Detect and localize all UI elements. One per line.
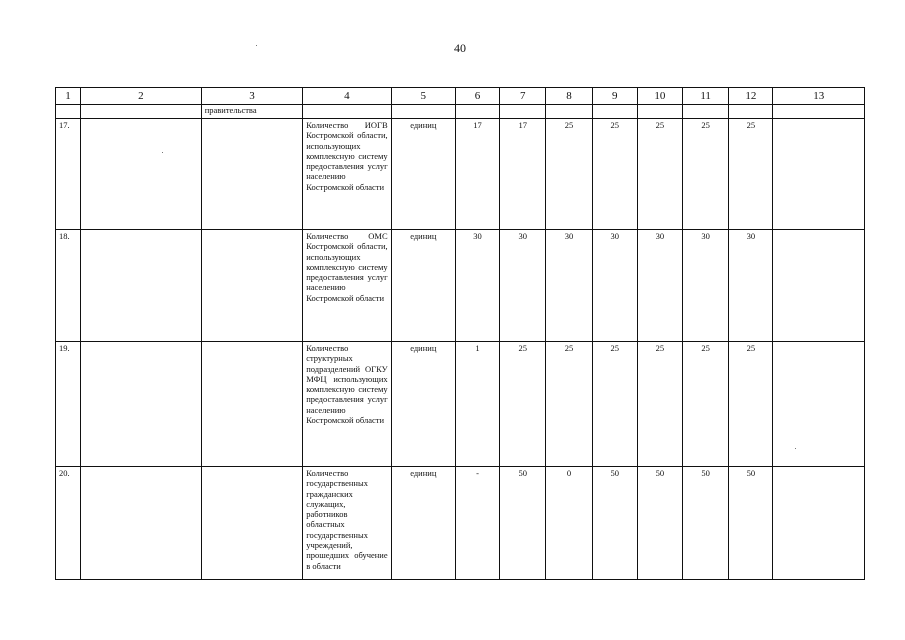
empty-cell	[637, 105, 682, 119]
column-header: 6	[455, 88, 499, 105]
value-cell: 25	[546, 342, 592, 467]
page-number: 40	[454, 41, 466, 55]
value-cell: 25	[683, 119, 729, 230]
indicator-name: Количество государственных гражданских служащих, работников областных государственных учреждений, прошедших обучение в области	[303, 467, 391, 580]
value-cell: 25	[683, 342, 729, 467]
value-cell: 25	[729, 342, 773, 467]
value-cell: 30	[729, 230, 773, 342]
empty-cell	[592, 105, 637, 119]
value-cell: 25	[546, 119, 592, 230]
value-cell: 25	[637, 342, 682, 467]
unit-cell: единиц	[391, 467, 455, 580]
column-header: 13	[773, 88, 865, 105]
value-cell: 30	[683, 230, 729, 342]
value-cell: 30	[637, 230, 682, 342]
unit-cell: единиц	[391, 119, 455, 230]
empty-cell	[56, 105, 81, 119]
value-cell: 0	[546, 467, 592, 580]
value-cell: 30	[592, 230, 637, 342]
value-cell: 30	[546, 230, 592, 342]
empty-cell	[773, 119, 865, 230]
indicator-name: Количество структурных подразделений ОГКУ МФЦ использующих комплексную систему предоставления услуг населению Костромской области	[303, 342, 391, 467]
value-cell: -	[455, 467, 499, 580]
row-number: 18.	[56, 230, 81, 342]
column-header: 7	[500, 88, 546, 105]
empty-cell	[201, 342, 303, 467]
value-cell: 50	[500, 467, 546, 580]
column-header: 3	[201, 88, 303, 105]
column-header: 2	[81, 88, 202, 105]
empty-cell	[683, 105, 729, 119]
value-cell: 17	[455, 119, 499, 230]
empty-cell	[81, 230, 202, 342]
empty-cell	[391, 105, 455, 119]
value-cell: 1	[455, 342, 499, 467]
table-row	[56, 342, 865, 467]
empty-cell	[500, 105, 546, 119]
value-cell: 17	[500, 119, 546, 230]
column-header: 12	[729, 88, 773, 105]
empty-cell	[773, 467, 865, 580]
empty-cell	[201, 119, 303, 230]
indicator-name: Количество ОМС Костромской области, использующих комплексную систему предоставления услуг населению Костромской области	[303, 230, 391, 342]
column-number-row	[56, 88, 865, 105]
unit-cell: единиц	[391, 342, 455, 467]
row-number: 20.	[56, 467, 81, 580]
row-number: 17.	[56, 119, 81, 230]
column-header: 9	[592, 88, 637, 105]
column-header: 5	[391, 88, 455, 105]
value-cell: 50	[729, 467, 773, 580]
unit-cell: единиц	[391, 230, 455, 342]
value-cell: 30	[455, 230, 499, 342]
value-cell: 25	[592, 342, 637, 467]
empty-cell	[773, 342, 865, 467]
empty-cell	[81, 342, 202, 467]
column-header: 11	[683, 88, 729, 105]
table-row	[56, 119, 865, 230]
empty-cell	[455, 105, 499, 119]
empty-cell	[81, 119, 202, 230]
scan-speck	[256, 45, 257, 46]
empty-cell	[773, 230, 865, 342]
empty-cell	[729, 105, 773, 119]
value-cell: 50	[592, 467, 637, 580]
column-header: 10	[637, 88, 682, 105]
value-cell: 25	[592, 119, 637, 230]
column-header: 4	[303, 88, 391, 105]
empty-cell	[81, 467, 202, 580]
value-cell: 50	[683, 467, 729, 580]
empty-cell	[303, 105, 391, 119]
value-cell: 30	[500, 230, 546, 342]
table-row	[56, 467, 865, 580]
continuation-row	[56, 105, 865, 119]
empty-cell	[201, 230, 303, 342]
column-header: 8	[546, 88, 592, 105]
table-row	[56, 230, 865, 342]
value-cell: 25	[729, 119, 773, 230]
row-number: 19.	[56, 342, 81, 467]
empty-cell	[546, 105, 592, 119]
value-cell: 25	[637, 119, 682, 230]
empty-cell	[201, 467, 303, 580]
responsible-cell: правительства	[201, 105, 303, 119]
empty-cell	[81, 105, 202, 119]
empty-cell	[773, 105, 865, 119]
column-header: 1	[56, 88, 81, 105]
indicators-table	[55, 87, 865, 580]
value-cell: 50	[637, 467, 682, 580]
indicator-name: Количество ИОГВ Костромской области, использующих комплексную систему предоставления услуг населению Костромской области	[303, 119, 391, 230]
value-cell: 25	[500, 342, 546, 467]
